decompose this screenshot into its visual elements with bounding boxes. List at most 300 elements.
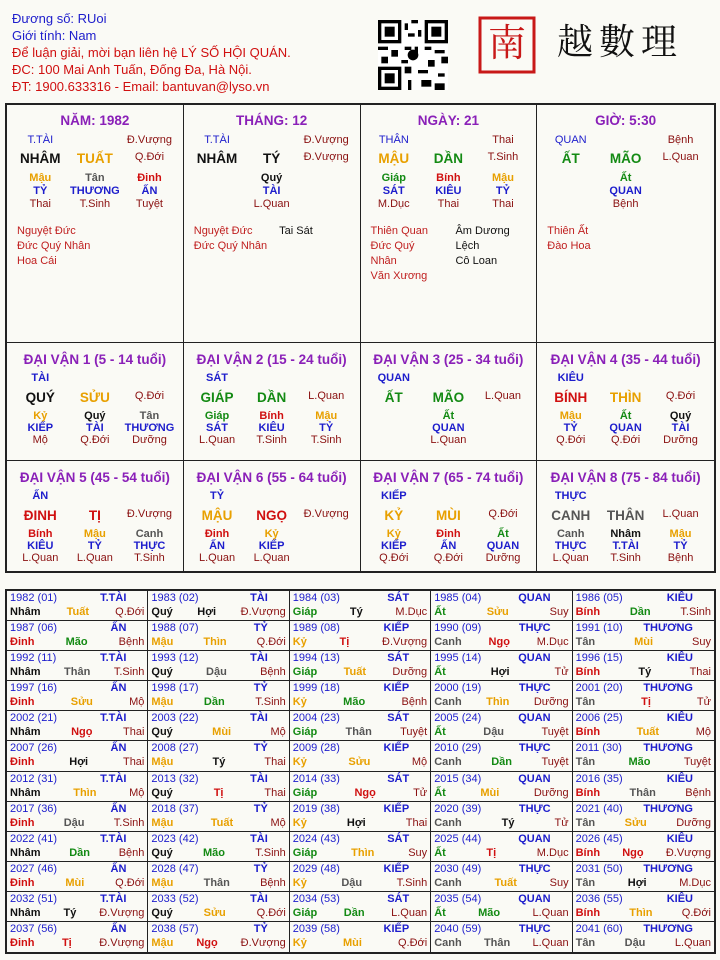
year-top <box>576 591 711 605</box>
year-cell[interactable] <box>573 922 714 952</box>
year-state: Thai <box>264 786 286 799</box>
year-top <box>293 862 427 876</box>
year-top <box>576 862 711 876</box>
hidden-item: TỶ <box>87 540 102 552</box>
year-cell[interactable] <box>7 681 148 711</box>
year-can: Bính <box>575 906 601 919</box>
chi-state: L.Quan <box>484 390 521 402</box>
hidden-item <box>190 198 245 210</box>
hidden-item: Ất <box>497 528 509 540</box>
year-label: 2025 (44) <box>434 832 482 845</box>
year-label: 2037 (56) <box>10 922 58 935</box>
year-cell[interactable] <box>7 711 148 741</box>
year-top <box>151 741 285 755</box>
hidden-item: QUAN <box>609 422 642 434</box>
hidden-item: Tuyệt <box>135 198 163 210</box>
year-chi: Ngọ <box>196 936 218 949</box>
year-cell[interactable] <box>7 621 148 651</box>
year-star: THƯƠNG <box>643 862 693 875</box>
hidden-item: Q.Đới <box>80 434 110 446</box>
year-chi: Dần <box>491 756 512 769</box>
pillar-3 <box>361 105 538 343</box>
year-bottom <box>434 755 568 769</box>
pillar-stars <box>361 134 537 146</box>
year-top <box>434 772 568 786</box>
year-cell[interactable] <box>290 651 431 681</box>
star-label: T.TÀI <box>27 134 54 146</box>
chi-state: Q.Đới <box>134 390 165 402</box>
year-state: L.Quan <box>532 906 569 919</box>
year-star: THỰC <box>518 622 551 635</box>
chi: TÝ <box>262 151 281 166</box>
year-cell[interactable] <box>573 862 714 892</box>
chi: NGỌ <box>256 508 287 523</box>
hidden-row-3 <box>361 552 537 564</box>
year-cell[interactable] <box>7 802 148 832</box>
year-bottom <box>10 906 144 920</box>
hidden-row-3 <box>361 198 537 210</box>
hidden-item: TỶ <box>563 422 578 434</box>
hidden-row-2 <box>537 422 714 434</box>
year-can: Đinh <box>10 936 35 949</box>
year-state: Mộ <box>270 726 286 739</box>
year-cell[interactable] <box>573 621 714 651</box>
year-bottom <box>576 695 711 709</box>
year-cell[interactable] <box>431 651 572 681</box>
year-chi: Hợi <box>490 666 510 679</box>
year-star: KIÊU <box>666 652 693 665</box>
year-state: Đ.Vượng <box>665 846 711 859</box>
year-star: TÀI <box>250 652 268 665</box>
year-can: Giáp <box>292 906 318 919</box>
year-chi: Hợi <box>197 606 217 618</box>
pillar-stars <box>7 134 183 146</box>
hidden-item: Canh <box>556 528 585 540</box>
hidden-item <box>190 185 245 197</box>
year-cell[interactable] <box>7 741 148 771</box>
hidden-item: Thai <box>437 198 460 210</box>
year-state: T.Sinh <box>255 696 286 709</box>
hidden-row-2 <box>537 540 714 552</box>
year-cell[interactable] <box>148 621 289 651</box>
year-label: 1994 (13) <box>292 652 340 665</box>
year-cell[interactable] <box>148 711 289 741</box>
year-state: L.Quan <box>674 936 711 949</box>
pillar-stars <box>537 134 714 146</box>
year-state: L.Quan <box>391 906 428 919</box>
year-cell[interactable] <box>431 711 572 741</box>
pillar-title: NĂM: 1982 <box>60 113 130 128</box>
year-cell[interactable] <box>7 591 148 621</box>
hidden-item: Thai <box>29 198 51 210</box>
year-bottom <box>293 816 427 830</box>
year-chi: Dần <box>343 906 365 919</box>
year-cell[interactable] <box>573 681 714 711</box>
year-top <box>576 651 711 665</box>
year-bottom <box>434 665 568 679</box>
year-can: Nhâm <box>10 726 41 739</box>
year-chi: Mão <box>478 906 501 919</box>
year-top <box>10 832 144 846</box>
year-top <box>576 802 711 816</box>
hidden-row-2 <box>7 422 183 434</box>
hidden-item: Dưỡng <box>485 552 521 564</box>
year-cell[interactable] <box>290 741 431 771</box>
year-top <box>293 741 427 755</box>
hidden-item: Mậu <box>491 172 514 184</box>
year-cell[interactable] <box>148 862 289 892</box>
hidden-item: KIẾP <box>27 422 54 434</box>
year-star: KIÊU <box>666 592 693 604</box>
year-can: Tân <box>575 696 596 709</box>
note-item: Thiên Quan <box>370 225 428 237</box>
can: CANH <box>551 508 591 523</box>
year-cell[interactable] <box>290 711 431 741</box>
year-chi: Tuất <box>66 606 90 618</box>
year-bottom <box>10 936 144 950</box>
year-star: KIẾP <box>383 862 410 875</box>
hidden-item: THỰC <box>133 540 166 552</box>
hidden-item: Dưỡng <box>132 434 167 446</box>
year-bottom <box>576 936 711 950</box>
year-label: 2041 (60) <box>575 922 623 935</box>
hidden-item: M.Dục <box>377 198 410 210</box>
year-cell[interactable] <box>148 892 289 922</box>
year-chi: Tị <box>641 696 651 709</box>
chi-state: Q.Đới <box>488 508 518 520</box>
hidden-item: L.Quan <box>22 552 59 564</box>
note-item: Văn Xương <box>370 270 428 282</box>
year-can: Mậu <box>151 816 174 829</box>
year-label: 2027 (46) <box>10 862 58 875</box>
chi: MÃO <box>609 151 642 166</box>
year-chi: Thân <box>203 876 230 889</box>
year-cell[interactable] <box>290 832 431 862</box>
year-can: Tân <box>575 876 596 889</box>
year-cell[interactable] <box>148 772 289 802</box>
hidden-row-2 <box>184 185 360 197</box>
year-state: Q.Đới <box>681 906 711 919</box>
hidden-item: Giáp <box>204 410 230 422</box>
year-bottom <box>576 876 711 890</box>
year-chi: Thân <box>629 786 656 799</box>
chi-state: Đ.Vượng <box>303 508 349 520</box>
year-label: 1995 (14) <box>434 652 482 665</box>
year-state: Tử <box>413 786 428 799</box>
contact-line-2: ĐC: 100 Mai Anh Tuấn, Đống Đa, Hà Nội. <box>12 62 252 77</box>
year-bottom <box>434 936 568 950</box>
year-cell[interactable] <box>290 892 431 922</box>
chi: SỬU <box>79 390 110 405</box>
year-star: TỶ <box>253 682 268 695</box>
year-can: Kỷ <box>292 756 307 769</box>
year-chi: Mão <box>628 756 651 769</box>
year-chi: Tý <box>349 606 363 618</box>
hidden-row-3 <box>7 198 183 210</box>
year-bottom <box>151 786 285 800</box>
year-top <box>576 892 711 906</box>
hidden-item: THỰC <box>554 540 587 552</box>
year-top <box>10 862 144 876</box>
hidden-item: Mậu <box>669 528 692 540</box>
chi-state: Q.Đới <box>134 151 165 163</box>
year-star: TÀI <box>250 772 268 785</box>
year-cell[interactable] <box>7 922 148 952</box>
year-label: 2004 (23) <box>292 712 340 725</box>
year-cell[interactable] <box>148 922 289 952</box>
year-cell[interactable] <box>290 862 431 892</box>
year-label: 2014 (33) <box>292 772 340 785</box>
year-cell[interactable] <box>573 892 714 922</box>
year-cell[interactable] <box>290 681 431 711</box>
hidden-item: Đinh <box>204 528 230 540</box>
chi-state: Q.Đới <box>665 390 696 402</box>
year-can: Canh <box>434 876 462 889</box>
year-state: Bệnh <box>260 876 286 889</box>
dai-van-star: QUAN <box>377 372 410 384</box>
year-can: Bính <box>575 786 601 799</box>
year-cell[interactable] <box>148 591 289 621</box>
year-label: 2006 (25) <box>575 712 623 725</box>
year-state: Thai <box>122 726 145 739</box>
year-state: Dưỡng <box>533 696 569 709</box>
year-label: 2012 (31) <box>10 772 58 785</box>
year-cell[interactable] <box>431 922 572 952</box>
year-cell[interactable] <box>431 621 572 651</box>
pillar-stars <box>184 134 360 146</box>
year-cell[interactable] <box>290 922 431 952</box>
year-label: 2029 (48) <box>292 862 340 875</box>
year-chi: Thân <box>64 666 91 679</box>
year-bottom <box>576 816 711 830</box>
year-star: KIÊU <box>666 712 693 725</box>
year-cell[interactable] <box>7 892 148 922</box>
year-star: SÁT <box>387 652 410 665</box>
year-star: KIẾP <box>383 742 410 755</box>
year-chi: Tuất <box>343 666 367 679</box>
star-state: Đ.Vượng <box>126 134 173 146</box>
year-chi: Ngọ <box>488 636 510 649</box>
year-chi: Dần <box>69 846 91 859</box>
year-label: 2031 (50) <box>575 862 623 875</box>
year-cell[interactable] <box>290 772 431 802</box>
pillars-board <box>5 103 716 573</box>
year-star: THƯƠNG <box>643 922 693 935</box>
year-top <box>434 741 568 755</box>
year-state: Bệnh <box>118 846 145 859</box>
year-cell[interactable] <box>573 832 714 862</box>
year-can: Kỷ <box>292 636 307 649</box>
year-can: Bính <box>575 666 601 679</box>
year-label: 1997 (16) <box>10 682 58 695</box>
year-bottom <box>151 605 285 619</box>
year-bottom <box>293 695 427 709</box>
year-label: 2022 (41) <box>10 832 58 845</box>
hidden-item: ẤN <box>209 540 225 552</box>
year-top <box>151 651 285 665</box>
gioi-tinh: Giới tính: Nam <box>12 28 97 43</box>
star-label: THÂN <box>378 134 409 146</box>
year-can: Bính <box>575 606 601 618</box>
year-cell[interactable] <box>148 802 289 832</box>
year-cell[interactable] <box>573 651 714 681</box>
year-top <box>576 681 711 695</box>
year-top <box>434 621 568 635</box>
year-chi: Hợi <box>627 876 647 889</box>
year-cell[interactable] <box>431 862 572 892</box>
year-cell[interactable] <box>148 741 289 771</box>
year-label: 2040 (59) <box>434 922 482 935</box>
hidden-item <box>653 185 708 197</box>
year-chi: Tuất <box>636 726 660 739</box>
hidden-row-1 <box>361 528 537 540</box>
dai-van-can-chi <box>537 390 714 405</box>
dai-van-can-chi <box>7 508 183 523</box>
year-cell[interactable] <box>431 802 572 832</box>
year-label: 2013 (32) <box>151 772 199 785</box>
year-chi: Tị <box>339 636 350 649</box>
year-can: Kỷ <box>292 696 307 709</box>
hidden-item: Q.Đới <box>433 552 463 564</box>
year-cell[interactable] <box>290 591 431 621</box>
year-cell[interactable] <box>431 892 572 922</box>
year-can: Canh <box>434 816 462 829</box>
year-cell[interactable] <box>431 681 572 711</box>
year-star: TÀI <box>250 832 268 845</box>
year-star: SÁT <box>387 712 410 725</box>
dai-van-star: ẤN <box>32 490 49 502</box>
year-cell[interactable] <box>431 772 572 802</box>
year-cell[interactable] <box>290 802 431 832</box>
year-cell[interactable] <box>573 772 714 802</box>
year-state: Tuyệt <box>541 726 569 739</box>
hidden-item: KIÊU <box>27 540 54 552</box>
chi-state: L.Quan <box>662 151 699 163</box>
year-bottom <box>10 635 144 649</box>
year-cell[interactable] <box>7 772 148 802</box>
pillar-can-chi <box>7 151 183 166</box>
year-can: Quý <box>151 846 173 859</box>
year-cell[interactable] <box>7 862 148 892</box>
dai-van-5 <box>7 461 184 571</box>
year-state: Mộ <box>695 726 711 739</box>
year-cell[interactable] <box>573 741 714 771</box>
year-bottom <box>576 665 711 679</box>
year-cell[interactable] <box>7 651 148 681</box>
year-cell[interactable] <box>7 832 148 862</box>
year-top <box>434 802 568 816</box>
year-top <box>293 832 427 846</box>
dai-van-can-chi <box>7 390 183 405</box>
year-top <box>293 711 427 725</box>
year-chi: Tuất <box>210 816 234 829</box>
year-cell[interactable] <box>573 591 714 621</box>
qr-code[interactable] <box>378 20 448 90</box>
hidden-row-3 <box>537 198 714 210</box>
dai-van-star: THỰC <box>554 490 587 502</box>
year-top <box>151 862 285 876</box>
hidden-item: Quý <box>669 410 692 422</box>
year-top <box>434 681 568 695</box>
year-top <box>293 772 427 786</box>
year-cell[interactable] <box>148 832 289 862</box>
year-bottom <box>293 725 427 739</box>
dai-van-star: SÁT <box>206 372 229 384</box>
pillar-notes <box>361 224 537 284</box>
year-state: Suy <box>549 606 569 618</box>
header-info <box>12 10 372 95</box>
note-item: Cô Loan <box>455 255 498 267</box>
hidden-item <box>476 422 531 434</box>
year-chi: Hợi <box>69 756 89 769</box>
year-cell[interactable] <box>148 681 289 711</box>
year-can: Canh <box>434 756 462 769</box>
year-top <box>576 832 711 846</box>
year-can: Nhâm <box>10 666 41 679</box>
year-state: Thai <box>405 816 428 829</box>
year-state: M.Dục <box>395 606 428 618</box>
hidden-item: Ất <box>619 410 632 422</box>
year-can: Tân <box>575 816 596 829</box>
year-can: Giáp <box>292 666 318 679</box>
note-item: Đức Quý Nhân <box>17 240 91 252</box>
year-bottom <box>10 755 144 769</box>
year-can: Bính <box>575 726 601 739</box>
chi-state: Đ.Vượng <box>126 508 173 520</box>
year-can: Quý <box>151 606 173 618</box>
year-chi: Ngọ <box>71 726 93 739</box>
year-can: Bính <box>575 846 601 859</box>
year-top <box>434 591 568 605</box>
year-chi: Tý <box>638 666 652 679</box>
year-state: Suy <box>692 636 711 649</box>
hidden-item: Kỷ <box>264 528 279 540</box>
year-star: ẤN <box>110 682 127 695</box>
year-bottom <box>293 906 427 920</box>
year-state: Mộ <box>129 786 145 799</box>
year-cell[interactable] <box>431 591 572 621</box>
year-chi: Thìn <box>351 846 375 859</box>
hidden-item: Bính <box>436 172 461 184</box>
can: GIÁP <box>200 390 234 405</box>
year-cell[interactable] <box>431 741 572 771</box>
year-can: Nhâm <box>10 906 41 919</box>
hidden-item <box>653 198 708 210</box>
hidden-item: Q.Đới <box>379 552 409 564</box>
year-cell[interactable] <box>573 802 714 832</box>
year-cell[interactable] <box>431 832 572 862</box>
year-label: 2033 (52) <box>151 892 199 905</box>
year-state: Tử <box>554 666 569 679</box>
year-bottom <box>10 846 144 860</box>
year-top <box>10 802 144 816</box>
year-label: 2011 (30) <box>575 742 622 755</box>
note-item: Đào Hoa <box>547 240 591 252</box>
dai-van-title: ĐẠI VẬN 4 (35 - 44 tuổi) <box>550 352 701 367</box>
year-chi: Dậu <box>624 936 646 949</box>
hidden-item <box>543 172 598 184</box>
hidden-item <box>299 528 354 540</box>
star-state: Đ.Vượng <box>303 134 349 146</box>
year-label: 2019 (38) <box>292 802 340 815</box>
year-cell[interactable] <box>290 621 431 651</box>
hidden-row-2 <box>7 540 183 552</box>
year-star: THƯƠNG <box>643 742 693 755</box>
year-cell[interactable] <box>573 711 714 741</box>
year-star: TỶ <box>253 802 268 815</box>
year-cell[interactable] <box>148 651 289 681</box>
pillar-title: GIỜ: 5:30 <box>595 113 657 128</box>
